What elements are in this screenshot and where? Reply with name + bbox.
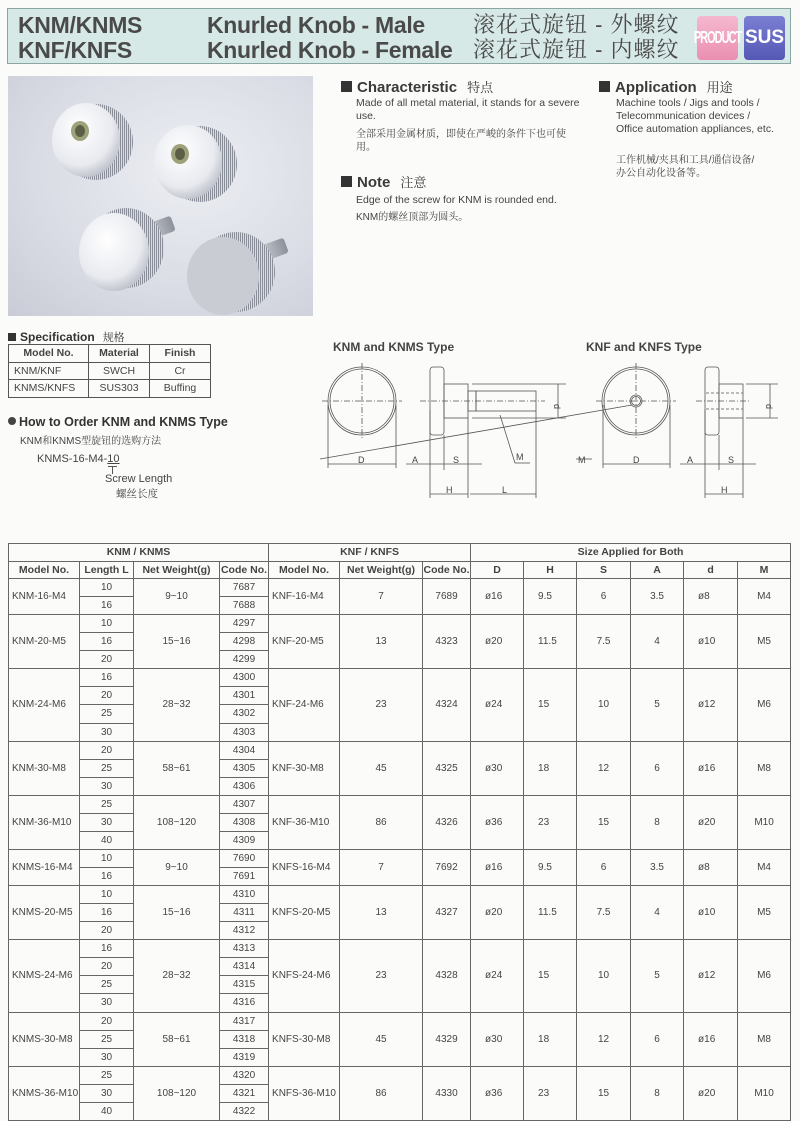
how-to-order-title: How to Order KNM and KNMS Type <box>19 415 228 429</box>
size-m: M10 <box>738 795 791 849</box>
knob-female-2 <box>154 125 237 202</box>
female-front-view <box>320 363 676 468</box>
column-header: D <box>471 561 524 579</box>
product-photo <box>8 76 313 316</box>
female-net-weight: 13 <box>340 886 423 940</box>
size-d: ø10 <box>684 886 738 940</box>
size-h: 9.5 <box>524 579 577 615</box>
product-title-male: Knurled Knob - Male <box>207 12 425 38</box>
size-h: 18 <box>524 741 577 795</box>
size-h: 11.5 <box>524 886 577 940</box>
length-l: 25 <box>80 1066 134 1084</box>
dim-label-L: L <box>502 485 508 495</box>
length-l: 25 <box>80 705 134 723</box>
table-header-row <box>9 345 211 363</box>
size-h: 15 <box>524 669 577 741</box>
code-no: 4299 <box>220 651 269 669</box>
size-d: ø20 <box>471 615 524 669</box>
product-code-female: KNF/KNFS <box>18 37 132 63</box>
model-no: KNM-30-M8 <box>9 741 80 795</box>
product-title-male-zh: 滚花式旋钮 - 外螺纹 <box>473 12 680 37</box>
column-header: A <box>631 561 684 579</box>
length-l: 25 <box>80 759 134 777</box>
code-no: 7691 <box>220 868 269 886</box>
specification-table <box>8 344 211 398</box>
size-d: ø20 <box>684 795 738 849</box>
size-s: 6 <box>577 849 631 885</box>
dim-label-M: M <box>516 452 524 462</box>
size-h: 11.5 <box>524 615 577 669</box>
code-no: 4306 <box>220 777 269 795</box>
code-no: 4321 <box>220 1084 269 1102</box>
male-front-view <box>322 363 402 468</box>
column-header: M <box>738 561 791 579</box>
column-header: Net Weight(g) <box>134 561 220 579</box>
female-code-no: 7689 <box>423 579 471 615</box>
code-no: 4301 <box>220 687 269 705</box>
size-d: ø8 <box>684 849 738 885</box>
spec-material: SUS303 <box>89 380 150 398</box>
circle-bullet-icon <box>8 417 16 425</box>
female-code-no: 4327 <box>423 886 471 940</box>
spec-model: KNM/KNF <box>9 362 89 380</box>
size-table <box>8 543 791 1121</box>
table-row <box>9 380 211 398</box>
table-row <box>9 669 791 687</box>
dim-label-D: D <box>358 455 365 465</box>
size-a: 5 <box>631 940 684 1012</box>
code-no: 4319 <box>220 1048 269 1066</box>
size-h: 9.5 <box>524 849 577 885</box>
male-side-view <box>406 367 566 498</box>
length-l: 30 <box>80 723 134 741</box>
size-h: 15 <box>524 940 577 1012</box>
net-weight: 15~16 <box>134 615 220 669</box>
size-table-body <box>9 579 791 1121</box>
size-h: 23 <box>524 1066 577 1120</box>
model-no: KNMS-30-M8 <box>9 1012 80 1066</box>
square-bullet-icon <box>599 81 610 92</box>
knob-male-1 <box>79 208 176 291</box>
code-no: 4315 <box>220 976 269 994</box>
table-row <box>9 940 791 958</box>
code-no: 4303 <box>220 723 269 741</box>
column-header: Model No. <box>269 561 340 579</box>
size-a: 6 <box>631 741 684 795</box>
specification-heading <box>8 329 125 345</box>
length-l: 30 <box>80 1048 134 1066</box>
length-l: 20 <box>80 687 134 705</box>
female-net-weight: 23 <box>340 669 423 741</box>
size-d: ø8 <box>684 579 738 615</box>
product-title-female-zh: 滚花式旋钮 - 内螺纹 <box>473 37 680 62</box>
length-l: 20 <box>80 958 134 976</box>
size-a: 3.5 <box>631 579 684 615</box>
size-d: ø24 <box>471 669 524 741</box>
length-l: 10 <box>80 615 134 633</box>
square-bullet-icon <box>8 333 16 341</box>
female-model-no: KNFS-20-M5 <box>269 886 340 940</box>
size-h: 23 <box>524 795 577 849</box>
note-text-zh: KNM的螺丝顶部为圆头。 <box>356 212 469 223</box>
female-net-weight: 23 <box>340 940 423 1012</box>
note-title: Note <box>357 174 391 191</box>
female-side-view <box>680 367 778 498</box>
length-l: 20 <box>80 651 134 669</box>
female-model-no: KNF-24-M6 <box>269 669 340 741</box>
size-h: 18 <box>524 1012 577 1066</box>
female-model-no: KNF-30-M8 <box>269 741 340 795</box>
size-d: ø10 <box>684 615 738 669</box>
knob-female-1 <box>52 103 133 180</box>
table-row <box>9 795 791 813</box>
square-bullet-icon <box>341 176 352 187</box>
application-text-en <box>616 97 800 136</box>
size-s: 12 <box>577 1012 631 1066</box>
female-net-weight: 45 <box>340 741 423 795</box>
characteristic-title-zh: 特点 <box>467 80 494 95</box>
size-a: 5 <box>631 669 684 741</box>
code-no: 4314 <box>220 958 269 976</box>
female-net-weight: 86 <box>340 1066 423 1120</box>
column-header: Code No. <box>423 561 471 579</box>
code-no: 4307 <box>220 795 269 813</box>
note-heading <box>341 172 426 191</box>
size-d: ø16 <box>684 741 738 795</box>
female-net-weight: 7 <box>340 849 423 885</box>
net-weight: 28~32 <box>134 940 220 1012</box>
dimension-drawings <box>320 360 800 510</box>
order-code-example <box>37 453 120 465</box>
square-bullet-icon <box>341 81 352 92</box>
header-cell: Finish <box>150 345 211 363</box>
female-code-no: 4324 <box>423 669 471 741</box>
female-model-no: KNF-16-M4 <box>269 579 340 615</box>
female-code-no: 4330 <box>423 1066 471 1120</box>
product-title-female: Knurled Knob - Female <box>207 37 453 63</box>
characteristic-title: Characteristic <box>357 79 458 96</box>
size-m: M4 <box>738 579 791 615</box>
size-d: ø36 <box>471 795 524 849</box>
length-l: 20 <box>80 741 134 759</box>
dim-label-S: S <box>728 455 735 465</box>
code-no: 7690 <box>220 849 269 867</box>
length-l: 30 <box>80 1084 134 1102</box>
characteristic-text-en: Made of all metal material, it stands for a severe use. <box>356 97 580 122</box>
table-row <box>9 886 791 904</box>
application-line: Machine tools / Jigs and tools / <box>616 97 760 109</box>
net-weight: 9~10 <box>134 579 220 615</box>
code-no: 4308 <box>220 813 269 831</box>
dim-label-d: d <box>764 404 774 410</box>
table-row <box>9 615 791 633</box>
model-no: KNM-36-M10 <box>9 795 80 849</box>
size-s: 15 <box>577 1066 631 1120</box>
length-l: 40 <box>80 1102 134 1120</box>
length-l: 16 <box>80 904 134 922</box>
table-row <box>9 579 791 597</box>
dim-label-d: d <box>552 404 562 410</box>
model-no: KNMS-20-M5 <box>9 886 80 940</box>
screw-length-label-zh: 螺丝长度 <box>116 488 158 500</box>
size-m: M6 <box>738 940 791 1012</box>
net-weight: 28~32 <box>134 669 220 741</box>
model-no: KNMS-36-M10 <box>9 1066 80 1120</box>
length-l: 10 <box>80 849 134 867</box>
female-model-no: KNFS-16-M4 <box>269 849 340 885</box>
code-no: 4310 <box>220 886 269 904</box>
knob-male-2 <box>187 232 289 315</box>
size-a: 6 <box>631 1012 684 1066</box>
size-m: M5 <box>738 886 791 940</box>
size-s: 10 <box>577 669 631 741</box>
how-to-order-heading <box>8 415 228 429</box>
size-m: M8 <box>738 741 791 795</box>
female-diagram-title: KNF and KNFS Type <box>586 340 702 354</box>
length-l: 30 <box>80 777 134 795</box>
size-d: ø36 <box>471 1066 524 1120</box>
size-m: M8 <box>738 1012 791 1066</box>
spec-finish: Buffing <box>150 380 211 398</box>
code-no: 4311 <box>220 904 269 922</box>
column-header: Model No. <box>9 561 80 579</box>
characteristic-text-zh: 全部采用金属材质，即使在严峻的条件下也可使用。 <box>356 129 566 153</box>
length-l: 16 <box>80 669 134 687</box>
code-no: 7688 <box>220 597 269 615</box>
product-badge-label: PRODUCT <box>693 28 742 48</box>
column-header: S <box>577 561 631 579</box>
size-d: ø20 <box>684 1066 738 1120</box>
size-d: ø12 <box>684 940 738 1012</box>
dim-label-D: D <box>633 455 640 465</box>
size-d: ø30 <box>471 741 524 795</box>
code-no: 4318 <box>220 1030 269 1048</box>
group-header-size: Size Applied for Both <box>471 544 791 562</box>
header-cell: Model No. <box>9 345 89 363</box>
column-header: Length L <box>80 561 134 579</box>
female-code-no: 4325 <box>423 741 471 795</box>
male-diagram-title: KNM and KNMS Type <box>333 340 455 354</box>
characteristic-heading <box>341 77 493 96</box>
length-l: 30 <box>80 994 134 1012</box>
application-line-zh: 工作机械/夹具和工具/通信设备/ <box>616 155 755 166</box>
code-no: 4309 <box>220 831 269 849</box>
female-model-no: KNFS-30-M8 <box>269 1012 340 1066</box>
title-banner <box>7 8 791 64</box>
code-no: 4305 <box>220 759 269 777</box>
application-title: Application <box>615 79 697 96</box>
note-text-en: Edge of the screw for KNM is rounded end. <box>356 194 557 206</box>
net-weight: 9~10 <box>134 849 220 885</box>
code-no: 4313 <box>220 940 269 958</box>
column-header: H <box>524 561 577 579</box>
model-no: KNM-16-M4 <box>9 579 80 615</box>
size-s: 10 <box>577 940 631 1012</box>
code-no: 4300 <box>220 669 269 687</box>
size-s: 6 <box>577 579 631 615</box>
table-header-row <box>9 561 791 579</box>
note-title-zh: 注意 <box>400 175 427 190</box>
application-line: Office automation appliances, etc. <box>616 123 774 135</box>
length-l: 16 <box>80 597 134 615</box>
length-l: 20 <box>80 1012 134 1030</box>
female-model-no: KNF-36-M10 <box>269 795 340 849</box>
size-s: 15 <box>577 795 631 849</box>
spec-material: SWCH <box>89 362 150 380</box>
product-badge <box>693 16 742 60</box>
size-a: 4 <box>631 886 684 940</box>
female-code-no: 4329 <box>423 1012 471 1066</box>
net-weight: 15~16 <box>134 886 220 940</box>
size-d: ø12 <box>684 669 738 741</box>
size-d: ø16 <box>471 849 524 885</box>
female-code-no: 7692 <box>423 849 471 885</box>
spec-finish: Cr <box>150 362 211 380</box>
female-model-no: KNFS-36-M10 <box>269 1066 340 1120</box>
size-m: M5 <box>738 615 791 669</box>
size-s: 7.5 <box>577 886 631 940</box>
table-row <box>9 1066 791 1084</box>
code-no: 4316 <box>220 994 269 1012</box>
code-no: 4302 <box>220 705 269 723</box>
female-code-no: 4328 <box>423 940 471 1012</box>
code-no: 4298 <box>220 633 269 651</box>
how-to-order-title-zh: KNM和KNMS型旋钮的选购方法 <box>20 436 162 447</box>
spec-model: KNMS/KNFS <box>9 380 89 398</box>
female-net-weight: 13 <box>340 615 423 669</box>
size-a: 8 <box>631 1066 684 1120</box>
header-cell: Material <box>89 345 150 363</box>
length-l: 40 <box>80 831 134 849</box>
sus-badge-label: SUS <box>744 27 785 48</box>
column-header: Net Weight(g) <box>340 561 423 579</box>
size-s: 12 <box>577 741 631 795</box>
length-l: 20 <box>80 922 134 940</box>
female-code-no: 4323 <box>423 615 471 669</box>
code-no: 4304 <box>220 741 269 759</box>
table-group-header-row <box>9 544 791 562</box>
size-m: M6 <box>738 669 791 741</box>
code-no: 4320 <box>220 1066 269 1084</box>
model-no: KNM-24-M6 <box>9 669 80 741</box>
female-net-weight: 45 <box>340 1012 423 1066</box>
table-row <box>9 1012 791 1030</box>
order-code-length: 10 <box>107 453 120 465</box>
net-weight: 58~61 <box>134 741 220 795</box>
model-no: KNMS-16-M4 <box>9 849 80 885</box>
length-l: 16 <box>80 633 134 651</box>
size-d: ø20 <box>471 886 524 940</box>
net-weight: 108~120 <box>134 795 220 849</box>
group-header-female: KNF / KNFS <box>269 544 471 562</box>
length-l: 10 <box>80 886 134 904</box>
size-a: 4 <box>631 615 684 669</box>
product-code-male: KNM/KNMS <box>18 12 143 38</box>
specification-title: Specification <box>20 330 95 344</box>
code-no: 4312 <box>220 922 269 940</box>
female-model-no: KNFS-24-M6 <box>269 940 340 1012</box>
dim-label-S: S <box>453 455 460 465</box>
screw-length-label: Screw Length <box>105 473 173 485</box>
column-header: d <box>684 561 738 579</box>
length-l: 16 <box>80 940 134 958</box>
length-l: 16 <box>80 868 134 886</box>
female-model-no: KNF-20-M5 <box>269 615 340 669</box>
length-l: 10 <box>80 579 134 597</box>
dim-label-H: H <box>446 485 453 495</box>
size-a: 8 <box>631 795 684 849</box>
group-header-male: KNM / KNMS <box>9 544 269 562</box>
size-d: ø16 <box>684 1012 738 1066</box>
net-weight: 58~61 <box>134 1012 220 1066</box>
specification-title-zh: 规格 <box>102 332 125 344</box>
size-m: M4 <box>738 849 791 885</box>
knob-photo-illustration <box>8 76 313 316</box>
code-no: 4317 <box>220 1012 269 1030</box>
size-m: M10 <box>738 1066 791 1120</box>
sus-badge <box>744 16 785 60</box>
table-row <box>9 362 211 380</box>
length-l: 25 <box>80 1030 134 1048</box>
size-d: ø30 <box>471 1012 524 1066</box>
dim-label-A: A <box>412 455 419 465</box>
order-code-prefix: KNMS-16-M4- <box>37 453 108 465</box>
application-text-zh <box>616 154 800 180</box>
application-line-zh: 办公自动化设备等。 <box>616 168 706 179</box>
application-line: Telecommunication devices / <box>616 110 751 122</box>
female-code-no: 4326 <box>423 795 471 849</box>
code-no: 4297 <box>220 615 269 633</box>
size-d: ø24 <box>471 940 524 1012</box>
length-l: 25 <box>80 976 134 994</box>
table-row <box>9 741 791 759</box>
dim-label-H: H <box>721 485 728 495</box>
net-weight: 108~120 <box>134 1066 220 1120</box>
model-no: KNM-20-M5 <box>9 615 80 669</box>
dim-label-A: A <box>687 455 694 465</box>
female-net-weight: 7 <box>340 579 423 615</box>
size-s: 7.5 <box>577 615 631 669</box>
column-header: Code No. <box>220 561 269 579</box>
length-l: 25 <box>80 795 134 813</box>
code-no: 4322 <box>220 1102 269 1120</box>
length-l: 30 <box>80 813 134 831</box>
application-title-zh: 用途 <box>706 80 733 95</box>
dim-label-M: M <box>578 455 586 465</box>
model-no: KNMS-24-M6 <box>9 940 80 1012</box>
size-a: 3.5 <box>631 849 684 885</box>
size-d: ø16 <box>471 579 524 615</box>
application-heading <box>599 77 733 96</box>
table-row <box>9 849 791 867</box>
female-net-weight: 86 <box>340 795 423 849</box>
code-no: 7687 <box>220 579 269 597</box>
